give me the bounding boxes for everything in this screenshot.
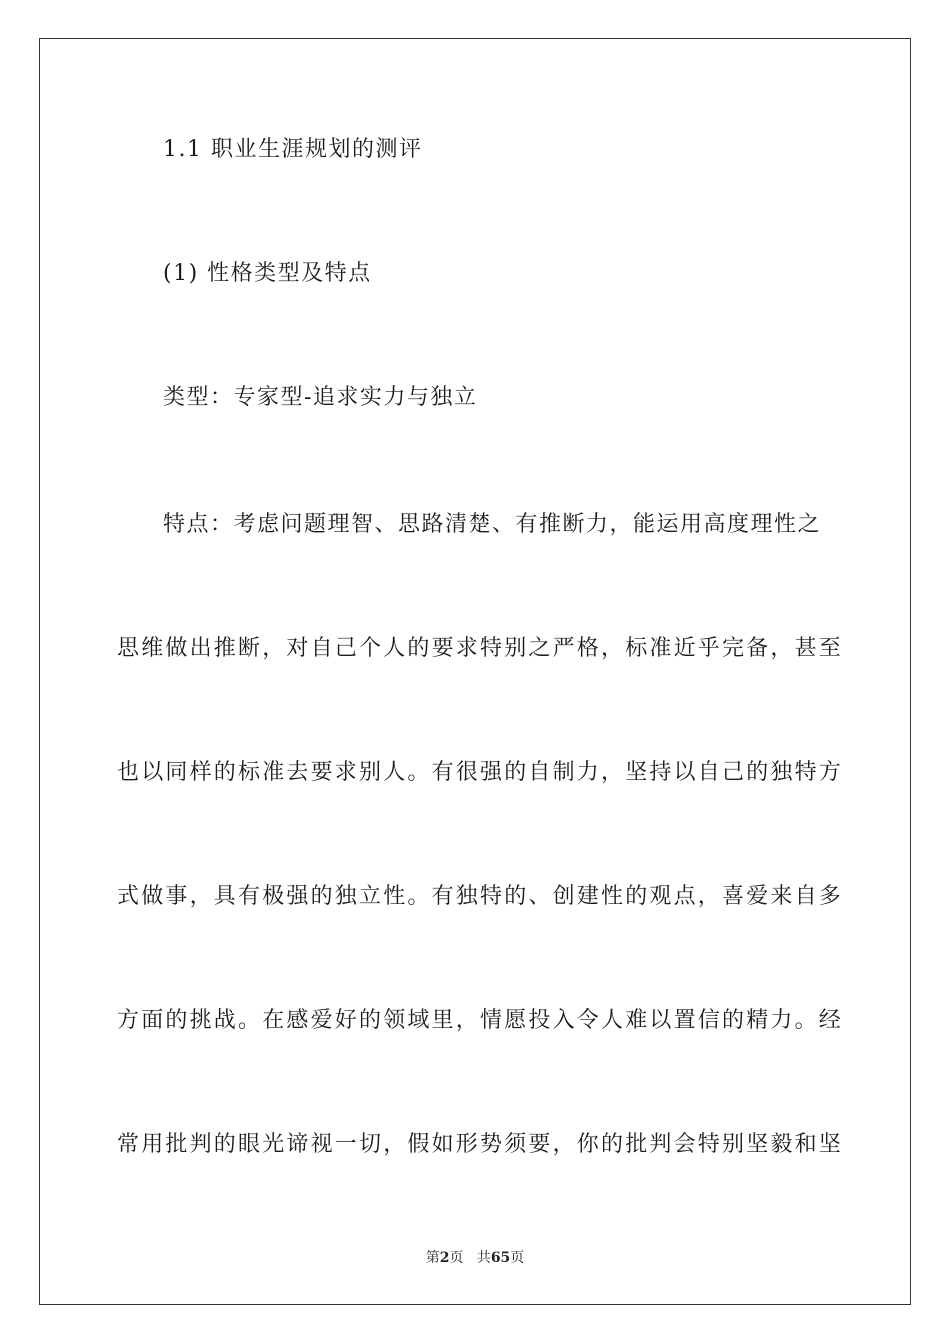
- total-page-count: 65: [490, 1250, 511, 1266]
- page-footer: [0, 1249, 950, 1267]
- section-heading: 1.1 职业生涯规划的测评: [163, 137, 423, 162]
- footer-page-suffix: 页: [449, 1250, 464, 1266]
- paragraph-line: 思维做出推断，对自己个人的要求特别之严格，标准近乎完备，甚至: [117, 636, 844, 661]
- paragraph-line: 方面的挑战。在感爱好的领域里，情愿投入令人难以置信的精力。经: [117, 1008, 844, 1033]
- type-line: 类型：专家型-追求实力与独立: [163, 385, 478, 410]
- paragraph-line: 也以同样的标准去要求别人。有很强的自制力，坚持以自己的独特方: [117, 760, 844, 785]
- paragraph-line: 常用批判的眼光谛视一切，假如形势须要，你的批判会特别坚毅和坚: [117, 1132, 844, 1157]
- paragraph-line: 式做事，具有极强的独立性。有独特的、创建性的观点，喜爱来自多: [117, 884, 844, 909]
- paragraph-line: 特点：考虑问题理智、思路清楚、有推断力，能运用高度理性之: [163, 512, 822, 537]
- footer-prefix: 第: [425, 1250, 440, 1266]
- footer-total-suffix: 页: [510, 1250, 525, 1266]
- current-page-number: 2: [439, 1250, 450, 1266]
- footer-total-prefix: 共: [476, 1250, 491, 1266]
- subsection-heading: (1) 性格类型及特点: [163, 261, 372, 286]
- page-border: [39, 38, 911, 1305]
